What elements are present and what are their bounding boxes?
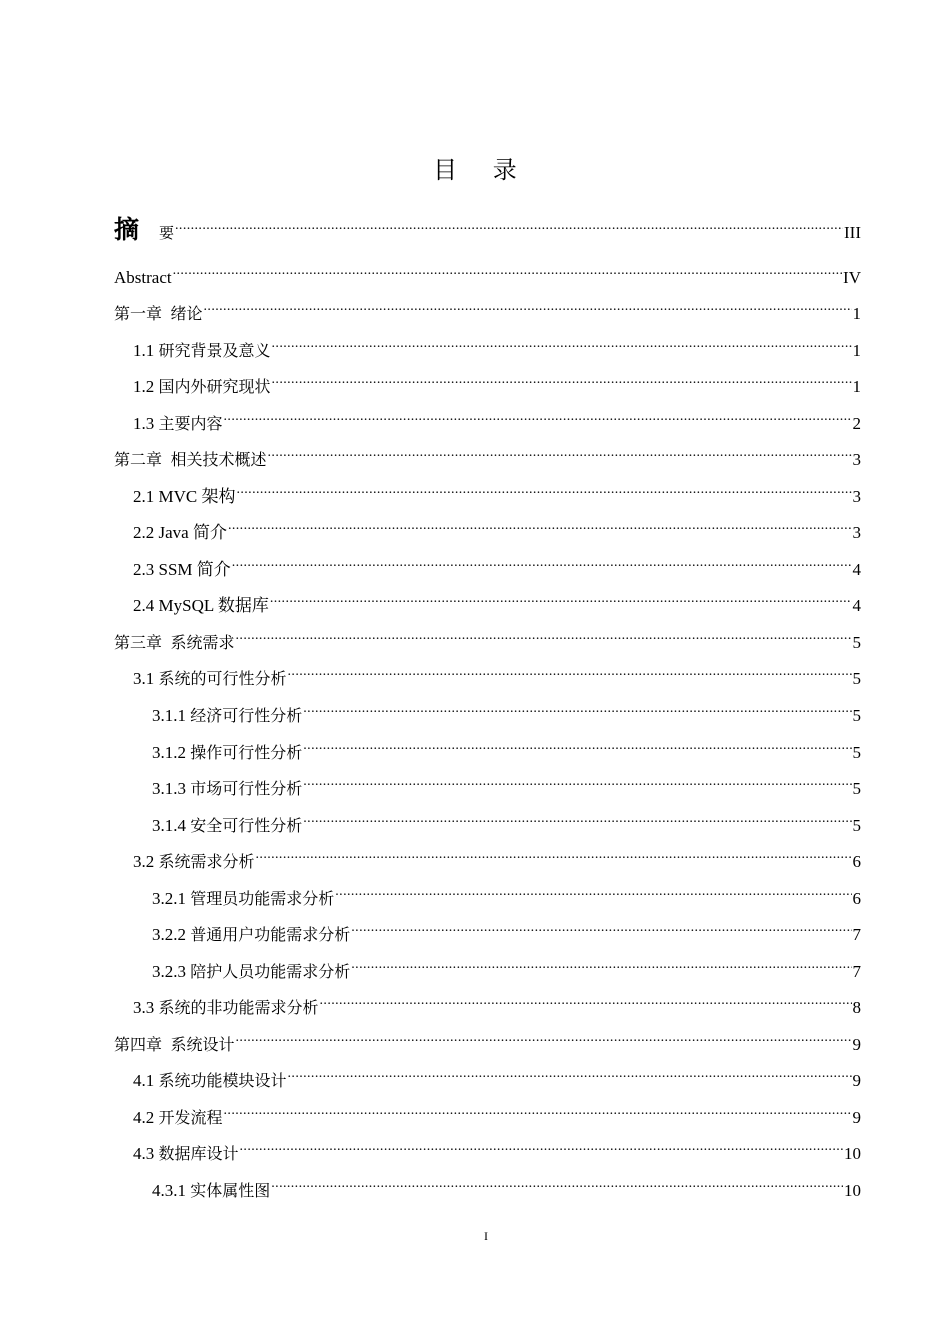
toc-entry-2-1[interactable]: [114, 478, 861, 506]
toc-entry-text: 系统需求: [170, 633, 235, 652]
toc-page-number: 4: [852, 596, 861, 615]
dot-leader: [224, 405, 852, 429]
toc-entry-3-2-2[interactable]: [114, 916, 861, 944]
toc-entry-4-3[interactable]: [114, 1135, 861, 1163]
dot-leader: [270, 587, 852, 611]
toc-entry-chapter-4[interactable]: [114, 1026, 861, 1054]
toc-entry-number: 第三章: [114, 633, 163, 652]
toc-entry-2-4[interactable]: [114, 587, 861, 615]
toc-entry-number: 2.3: [133, 560, 155, 579]
toc-entry-4-3-1[interactable]: [114, 1172, 861, 1200]
toc-entry-chapter-1[interactable]: [114, 295, 861, 323]
toc-entry-abstract-cn[interactable]: [114, 208, 861, 244]
toc-page-number: 3: [852, 523, 861, 542]
dot-leader: [351, 916, 851, 940]
toc-entry-text: 操作可行性分析: [190, 743, 303, 762]
toc-entry-text: Java 简介: [158, 523, 227, 542]
toc-entry-3-2-1[interactable]: [114, 880, 861, 908]
toc-page-number: 1: [852, 377, 861, 396]
toc-entry-number: 第二章: [114, 450, 163, 469]
toc-entry-number: 3.3: [133, 998, 155, 1017]
dot-leader: [236, 1026, 852, 1050]
dot-leader: [228, 514, 852, 538]
toc-entry-text: 系统的可行性分析: [158, 669, 287, 688]
toc-entry-label: [152, 887, 334, 911]
toc-page-number: 7: [852, 962, 861, 981]
toc-entry-3-3[interactable]: [114, 989, 861, 1017]
toc-entry-text: MVC 架构: [158, 487, 236, 506]
toc-entry-label: [133, 521, 227, 545]
toc-entry-number: 3.1.3: [152, 779, 186, 798]
dot-leader: [256, 843, 852, 867]
toc-entry-3-1-3[interactable]: [114, 770, 861, 798]
toc-entry-label: [152, 1179, 270, 1203]
toc-entry-number: 3.1.4: [152, 816, 186, 835]
toc-entry-3-2-3[interactable]: [114, 953, 861, 981]
toc-entry-number: 3.2: [133, 852, 155, 871]
toc-entry-number: 3.1.2: [152, 743, 186, 762]
toc-entry-label: [133, 485, 235, 509]
toc-entry-label: [133, 594, 269, 618]
toc-entry-3-1[interactable]: [114, 660, 861, 688]
dot-leader: [173, 259, 842, 283]
dot-leader: [240, 1135, 843, 1159]
toc-page-number: 10: [844, 1144, 861, 1163]
toc-entry-label: [133, 850, 255, 874]
dot-leader: [224, 1099, 852, 1123]
toc-entry-1-1[interactable]: [114, 332, 861, 360]
toc-entry-number: 4.1: [133, 1071, 155, 1090]
dot-leader: [303, 697, 851, 721]
toc-entry-label: [133, 375, 271, 399]
toc-entry-3-1-2[interactable]: [114, 734, 861, 762]
toc-page-number: 5: [852, 743, 861, 762]
toc-entry-label: [133, 996, 319, 1020]
toc-page-number: 5: [852, 779, 861, 798]
toc-entry-label: [152, 741, 302, 765]
dot-leader: [268, 441, 852, 465]
dot-leader: [232, 551, 852, 575]
toc-entry-label: [133, 412, 223, 436]
toc-page-number: 6: [852, 852, 861, 871]
dot-leader: [204, 295, 852, 319]
toc-entry-text: 研究背景及意义: [158, 341, 271, 360]
toc-entry-label: [152, 814, 302, 838]
toc-entry-text: MySQL 数据库: [158, 596, 269, 615]
dot-leader: [236, 478, 851, 502]
toc-page-number: 5: [852, 816, 861, 835]
toc-page-number: 9: [852, 1035, 861, 1054]
toc-entry-label: [133, 1106, 223, 1130]
toc-entry-text: 系统设计: [170, 1035, 235, 1054]
toc-entry-3-2[interactable]: [114, 843, 861, 871]
toc-entry-number: 2.4: [133, 596, 155, 615]
toc-entry-number: 1.3: [133, 414, 155, 433]
toc-page-number: 10: [844, 1181, 861, 1200]
toc-page-number: 6: [852, 889, 861, 908]
toc-entry-number: 2.1: [133, 487, 155, 506]
toc-entry-text: 经济可行性分析: [190, 706, 303, 725]
toc-entry-text: 普通用户功能需求分析: [190, 925, 351, 944]
toc-title: 目 录: [433, 156, 531, 184]
toc-entry-text: 陪护人员功能需求分析: [190, 962, 351, 981]
toc-entry-label: [114, 215, 174, 248]
toc-entry-3-1-4[interactable]: [114, 807, 861, 835]
toc-entry-text: 实体属性图: [190, 1181, 271, 1200]
abstract-cn-small-char: 要: [159, 224, 175, 242]
toc-entry-number: 2.2: [133, 523, 155, 542]
toc-entry-2-3[interactable]: [114, 551, 861, 579]
toc-entry-chapter-3[interactable]: [114, 624, 861, 652]
toc-entry-label: [152, 960, 350, 984]
toc-page-number: 9: [852, 1108, 861, 1127]
toc-entry-label: [152, 704, 302, 728]
toc-entry-3-1-1[interactable]: [114, 697, 861, 725]
toc-entry-text: 相关技术概述: [170, 450, 267, 469]
toc-page-number: 9: [852, 1071, 861, 1090]
toc-entry-text: 主要内容: [158, 414, 223, 433]
toc-entry-number: 3.2.3: [152, 962, 186, 981]
toc-entry-text: 国内外研究现状: [158, 377, 271, 396]
toc-entry-text: 系统功能模块设计: [158, 1071, 287, 1090]
toc-entry-number: 第四章: [114, 1035, 163, 1054]
dot-leader: [236, 624, 852, 648]
dot-leader: [303, 770, 851, 794]
toc-entry-number: 4.3.1: [152, 1181, 186, 1200]
toc-entry-number: 3.2.2: [152, 925, 186, 944]
toc-entry-text: 市场可行性分析: [190, 779, 303, 798]
toc-page-number: 4: [852, 560, 861, 579]
dot-leader: [303, 734, 851, 758]
toc-page-number: 5: [852, 706, 861, 725]
toc-page-number: 7: [852, 925, 861, 944]
toc-entry-text: 系统的非功能需求分析: [158, 998, 319, 1017]
toc-page-number: 3: [852, 487, 861, 506]
toc-entry-text: 系统需求分析: [158, 852, 255, 871]
toc-entry-4-2[interactable]: [114, 1099, 861, 1127]
toc-entry-label: [133, 667, 287, 691]
toc-entry-number: 4.2: [133, 1108, 155, 1127]
toc-entry-number: 3.2.1: [152, 889, 186, 908]
toc-page-number: 3: [852, 450, 861, 469]
dot-leader: [175, 208, 843, 238]
dot-leader: [320, 989, 852, 1013]
toc-entry-number: 3.1.1: [152, 706, 186, 725]
toc-page-number: 2: [852, 414, 861, 433]
toc-page-number: IV: [843, 268, 861, 287]
toc-entry-4-1[interactable]: [114, 1062, 861, 1090]
toc-page-number: III: [844, 223, 861, 242]
toc-entry-1-3[interactable]: [114, 405, 861, 433]
toc-entry-label: [133, 1142, 239, 1166]
toc-entry-label: [114, 302, 203, 326]
toc-entry-abstract-en[interactable]: [114, 259, 861, 287]
dot-leader: [288, 1062, 852, 1086]
toc-entry-text: SSM 简介: [158, 560, 231, 579]
toc-entry-text: 开发流程: [158, 1108, 223, 1127]
toc-entry-number: 1.1: [133, 341, 155, 360]
toc-entry-number: 4.3: [133, 1144, 155, 1163]
toc-entry-label: [133, 558, 231, 582]
toc-entry-text: 绪论: [170, 304, 203, 323]
toc-entry-number: 第一章: [114, 304, 163, 323]
toc-entry-label: [152, 923, 350, 947]
footer-page-number: I: [484, 1229, 488, 1243]
toc-entry-number: 1.2: [133, 377, 155, 396]
toc-entry-text: 安全可行性分析: [190, 816, 303, 835]
toc-page-number: 8: [852, 998, 861, 1017]
dot-leader: [271, 1172, 843, 1196]
toc-entry-1-2[interactable]: [114, 368, 861, 396]
toc-entry-label: [133, 339, 271, 363]
toc-entry-label: [114, 1033, 235, 1057]
dot-leader: [303, 807, 851, 831]
toc-entry-text: 管理员功能需求分析: [190, 889, 335, 908]
toc-entry-chapter-2[interactable]: [114, 441, 861, 469]
toc-page-number: 1: [852, 341, 861, 360]
toc-page-number: 5: [852, 669, 861, 688]
toc-entry-label: Abstract: [114, 268, 172, 287]
toc-entry-label: [114, 631, 235, 655]
dot-leader: [335, 880, 851, 904]
toc-entry-number: 3.1: [133, 669, 155, 688]
toc-entry-text: 数据库设计: [158, 1144, 239, 1163]
dot-leader: [272, 332, 852, 356]
toc-entry-label: [133, 1069, 287, 1093]
dot-leader: [288, 660, 852, 684]
toc-page-number: 1: [852, 304, 861, 323]
dot-leader: [351, 953, 851, 977]
abstract-cn-big-char: 摘: [114, 215, 140, 244]
dot-leader: [272, 368, 852, 392]
toc-entry-2-2[interactable]: [114, 514, 861, 542]
toc-entry-label: [152, 777, 302, 801]
toc-page-number: 5: [852, 633, 861, 652]
toc-entry-label: [114, 448, 267, 472]
